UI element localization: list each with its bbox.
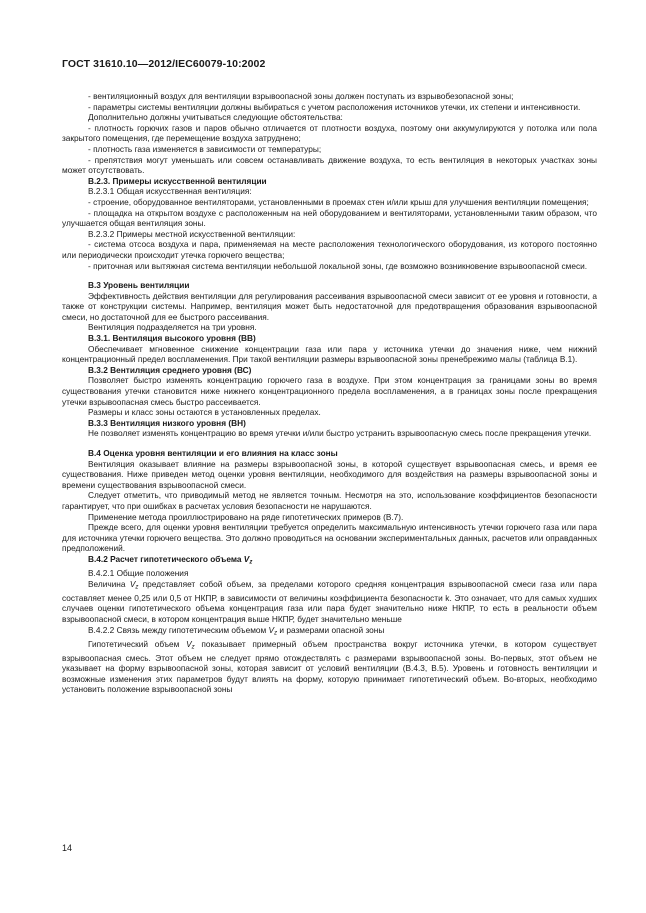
- paragraph: Эффективность действия вентиляции для регулирования рассеивания взрывоопасной смеси зависит от ее уровня и готовности, а также от конструкции системы. Например, вентиляция может быть недостаточной для предотвращения образования взрывоопасной смеси, но достаточной для ее быстрого рассеивания.: [62, 290, 597, 322]
- paragraph: - плотность газа изменяется в зависимости от температуры;: [88, 143, 322, 154]
- paragraph: Не позволяет изменять концентрацию во время утечки и/или быстро устранить взрывоопасную смесь после прекращения утечки.: [88, 428, 592, 439]
- section-heading: В.3 Уровень вентиляции: [88, 280, 190, 291]
- paragraph: - система отсоса воздуха и пара, применяемая на месте расположения технологического оборудования, из которого постоянно или периодически происходит утечка горючего вещества;: [62, 239, 597, 260]
- section-heading: В.2.3. Примеры искусственной вентиляции: [88, 175, 267, 186]
- section-heading: В.4 Оценка уровня вентиляции и его влияния на класс зоны: [88, 448, 338, 458]
- section-heading: В.3.2 Вентиляция среднего уровня (ВС): [88, 364, 252, 375]
- math-variable: V: [186, 638, 192, 649]
- paragraph: В.4.2.1 Общие положения: [88, 568, 189, 579]
- document-header: ГОСТ 31610.10—2012/IEC60079-10:2002: [62, 58, 266, 70]
- math-variable: V: [129, 578, 136, 589]
- paragraph: - плотность горючих газов и паров обычно отличается от плотности воздуха, поэтому они аккумулируются у потолка или пола закрытого помещения, где перемещение воздуха затруднено;: [62, 122, 597, 144]
- paragraph: Величина $V_z$ представляет собой объем, за пределами которого средняя концентрация взрывоопасной смеси газа или пара составляет менее 0,25 или 0,5 от НКПР, в зависимости от величины коэффициента безопасности k. Это означает, что для самых худших случаев оценки гипотетического объема концентрация газа или пара будет значительно ниже НКПР, то есть в реальности объем взрывоопасной смеси, в котором концентрация выше НКПР, будет значительно меньше: [62, 578, 597, 624]
- paragraph: Позволяет быстро изменять концентрацию горючего газа в воздухе. При этом концентрация за границами зоны во время существования утечки становится ниже нижнего концентрационного предела воспламенения, а в границах зоны после прекращения утечки взрывоопасная смесь быстро рассеивается.: [62, 375, 597, 407]
- paragraph: Вентиляция оказывает влияние на размеры взрывоопасной зоны, в которой существует взрывоопасная смесь, и время ее существования. Ниже приведен метод оценки уровня вентиляции, необходимого для воздействия на размеры взрывоопасной зоны и времени существования взрывоопасной смеси.: [62, 458, 597, 490]
- paragraph: В.2.3.1 Общая искусственная вентиляция:: [88, 186, 252, 197]
- document-body: [62, 91, 597, 695]
- paragraph: Применение метода проиллюстрировано на ряде гипотетических примеров (В.7).: [88, 511, 404, 522]
- paragraph: Обеспечивает мгновенное снижение концентрации газа или пара у источника утечки до значения ниже, чем нижний концентрационный предел воспламенения. При такой вентиляции размеры взрывоопасной зоны пренебрежимо малы (таблица В.1).: [62, 343, 597, 365]
- paragraph: - вентиляционный воздух для вентиляции взрывоопасной зоны должен поступать из взрывобезопасной зоны;: [88, 91, 514, 101]
- paragraph: - препятствия могут уменьшать или совсем останавливать движение воздуха, то есть вентиляция в некоторых участках зоны может отсутствовать.: [62, 154, 597, 176]
- math-variable: V: [268, 624, 275, 635]
- paragraph: Прежде всего, для оценки уровня вентиляции требуется определить максимальную интенсивность утечки горючего газа или пара для источника утечки горючего вещества. Это должно проводиться на основании экспериментальных данных, расчетов или оправданных предположений.: [62, 522, 597, 554]
- section-heading: В.3.1. Вентиляция высокого уровня (ВВ): [88, 333, 256, 344]
- section-heading: В.4.2 Расчет гипотетического объема $V_z$: [88, 553, 253, 566]
- paragraph: - площадка на открытом воздухе с расположенным на ней оборудованием и вентиляторами, установленными таким образом, что улучшается общая вентиляция зоны.: [62, 207, 597, 229]
- paragraph: - строение, оборудованное вентиляторами, установленными в проемах стен и/или крыш для улучшения вентиляции помещения;: [88, 196, 589, 207]
- paragraph: - параметры системы вентиляции должны выбираться с учетом расположения источников утечки, их степени и интенсивности.: [88, 101, 581, 112]
- paragraph: - приточная или вытяжная система вентиляции небольшой локальной зоны, где возможно возникновение взрывоопасной смеси.: [88, 260, 588, 271]
- paragraph: Дополнительно должны учитываться следующие обстоятельства:: [88, 112, 343, 123]
- page-number: 14: [62, 843, 73, 853]
- paragraph: В.4.2.2 Связь между гипотетическим объемом $V_z$ и размерами опасной зоны: [88, 624, 385, 636]
- paragraph: Гипотетический объем $V_z$ показывает примерный объем пространства вокруг источника утечки, в котором существует взрывоопасная смесь. Этот объем не следует прямо отождествлять с размерами взрывоопасной зоны. Во-первых, этот объем не указывает на форму взрывоопасной зоны, которая зависит от условий вентиляции (В.4.3, В.5). Уровень и готовность вентиляции и возможные изменения этих параметров будут влиять на форму, которую принимает гипотетический объем. Во-вторых, необходимо установить положение взрывоопасной зоны: [62, 638, 597, 695]
- paragraph: В.2.3.2 Примеры местной искусственной вентиляции:: [88, 228, 296, 239]
- paragraph: Размеры и класс зоны остаются в установленных пределах.: [88, 407, 321, 418]
- section-heading: В.3.3 Вентиляция низкого уровня (ВН): [88, 417, 246, 428]
- paragraph: Следует отметить, что приводимый метод не является точным. Несмотря на это, использование коэффициентов безопасности гарантирует, что при ошибках в расчетах условия безопасности не нарушаются.: [62, 490, 597, 511]
- paragraph: Вентиляция подразделяется на три уровня.: [88, 322, 257, 333]
- math-variable: V: [243, 553, 250, 564]
